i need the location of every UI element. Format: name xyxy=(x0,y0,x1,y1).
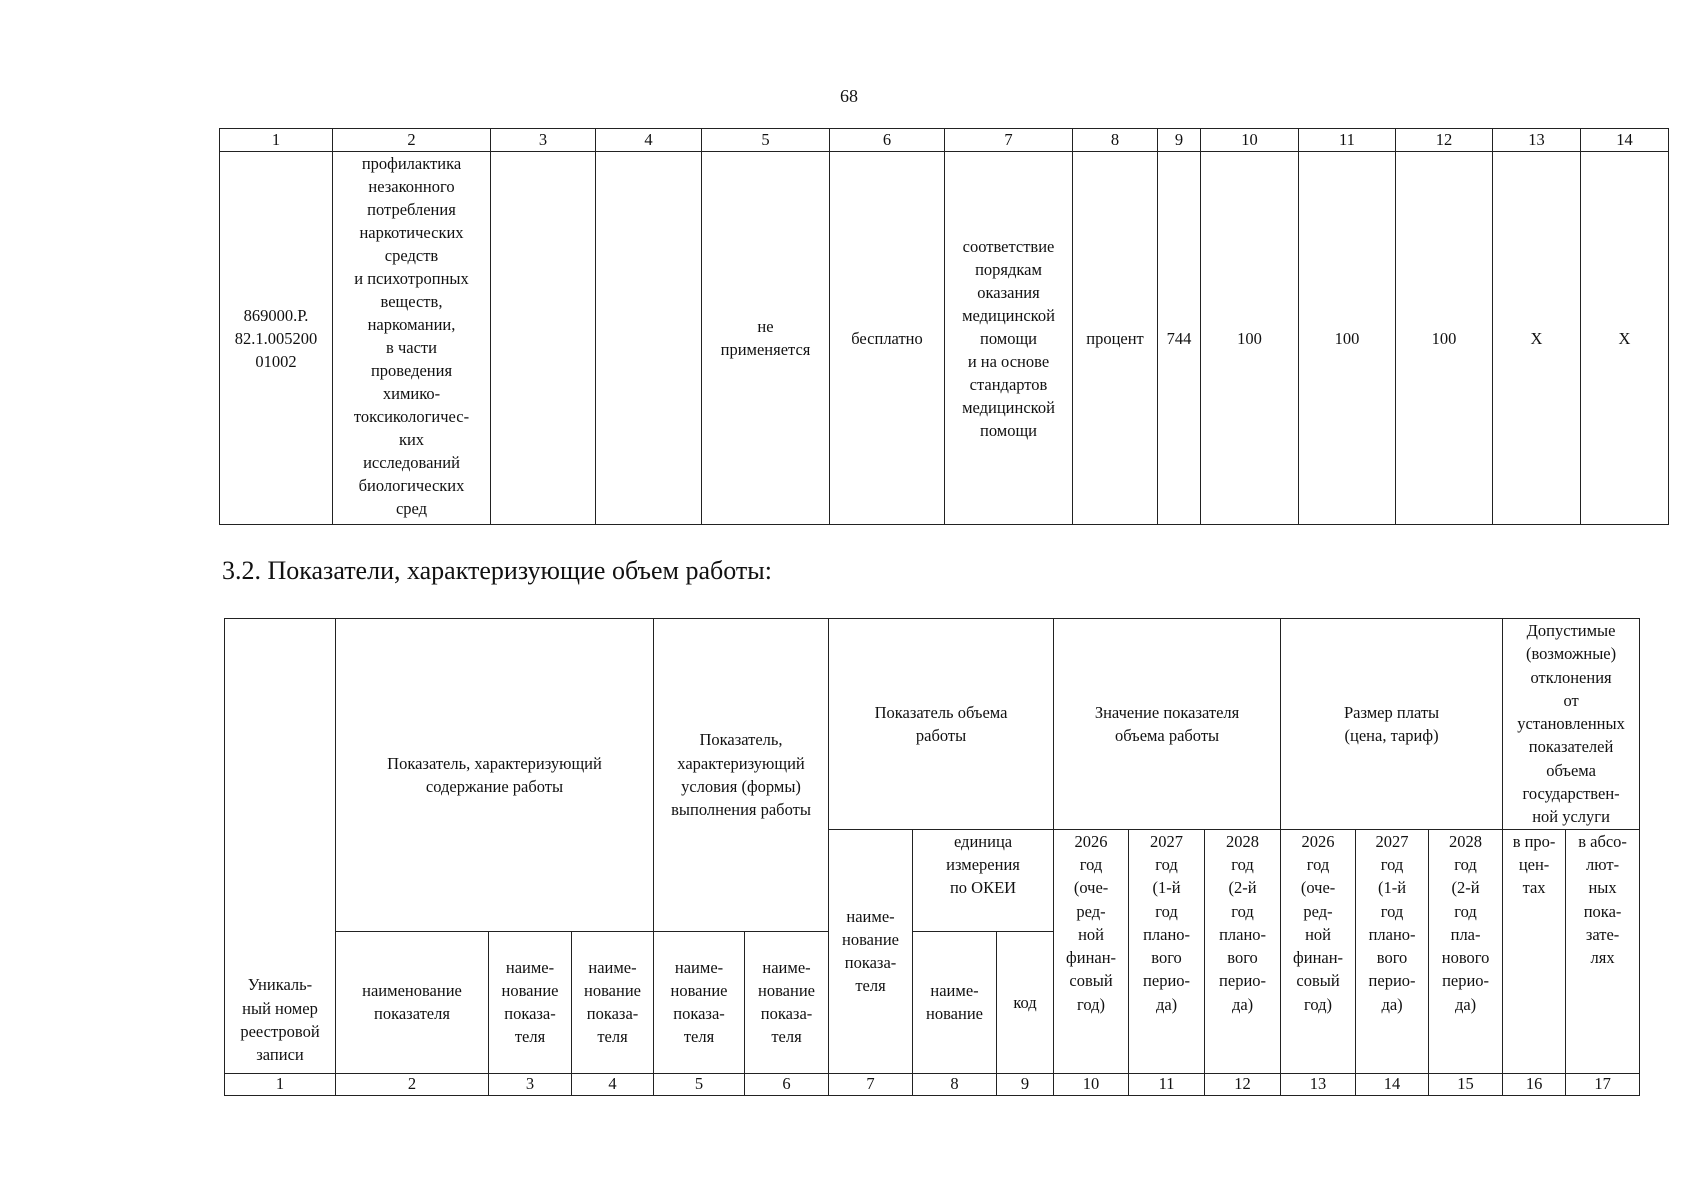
unit-code-cell: 744 xyxy=(1158,152,1201,525)
table-cell: бесплатно xyxy=(830,152,945,525)
fee-group-header: Размер платы (цена, тариф) xyxy=(1281,619,1503,830)
column-number: 15 xyxy=(1429,1073,1503,1095)
column-number: 1 xyxy=(220,129,333,152)
value-2026-header: 2026 год (оче- ред- ной финан- совый год) xyxy=(1054,829,1129,1073)
value-2027-header: 2027 год (1-й год плано- вого перио- да) xyxy=(1129,829,1205,1073)
content-indicator-name-header: наиме- нование показа- теля xyxy=(489,931,572,1073)
column-number: 12 xyxy=(1205,1073,1281,1095)
table-cell: не применяется xyxy=(702,152,830,525)
unit-okei-header: единица измерения по ОКЕИ xyxy=(913,829,1054,931)
content-indicator-name-header: наиме- нование показа- теля xyxy=(572,931,654,1073)
deviation-cell: Х xyxy=(1493,152,1581,525)
column-number: 3 xyxy=(489,1073,572,1095)
column-number: 4 xyxy=(596,129,702,152)
deviation-cell: Х xyxy=(1581,152,1669,525)
column-number: 10 xyxy=(1054,1073,1129,1095)
column-number: 2 xyxy=(336,1073,489,1095)
column-number: 10 xyxy=(1201,129,1299,152)
column-number: 4 xyxy=(572,1073,654,1095)
unit-name-cell: процент xyxy=(1073,152,1158,525)
registry-number-cell: 869000.Р. 82.1.005200 01002 xyxy=(220,152,333,525)
fee-2027-header: 2027 год (1-й год плано- вого перио- да) xyxy=(1356,829,1429,1073)
column-number: 16 xyxy=(1503,1073,1566,1095)
column-number: 8 xyxy=(1073,129,1158,152)
volume-group-header: Показатель объема работы xyxy=(829,619,1054,830)
column-number: 6 xyxy=(830,129,945,152)
column-number: 11 xyxy=(1129,1073,1205,1095)
column-number: 3 xyxy=(491,129,596,152)
deviation-absolute-header: в абсо- лют- ных пока- зате- лях xyxy=(1566,829,1640,1073)
column-number: 2 xyxy=(333,129,491,152)
column-number: 17 xyxy=(1566,1073,1640,1095)
value-cell: 100 xyxy=(1299,152,1396,525)
table1-header-row xyxy=(220,129,1669,152)
table-cell xyxy=(491,152,596,525)
fee-2026-header: 2026 год (оче- ред- ной финан- совый год) xyxy=(1281,829,1356,1073)
work-volume-table xyxy=(224,618,1640,1096)
column-number: 9 xyxy=(997,1073,1054,1095)
table-cell xyxy=(596,152,702,525)
column-number: 8 xyxy=(913,1073,997,1095)
column-number: 1 xyxy=(225,1073,336,1095)
deviation-group-header: Допустимые (возможные) отклонения от установленных показателей объема государствен- ной услуги xyxy=(1503,619,1640,830)
unique-number-header: Уникаль- ный номер реестровой записи xyxy=(225,619,336,1074)
volume-indicator-name-header: наиме- нование показа- теля xyxy=(829,829,913,1073)
column-number: 14 xyxy=(1581,129,1669,152)
table2-header-row-1 xyxy=(225,619,1640,830)
work-content-cell: профилактика незаконного потребления наркотических средств и психотропных веществ, наркомании, в части проведения химико- токсикологичес- ких исследований биологических сред xyxy=(333,152,491,525)
value-cell: 100 xyxy=(1396,152,1493,525)
condition-indicator-name-header: наиме- нование показа- теля xyxy=(654,931,745,1073)
quality-indicator-cell: соответствие порядкам оказания медицинской помощи и на основе стандартов медицинской помощи xyxy=(945,152,1073,525)
content-indicator-name-header: наименование показателя xyxy=(336,931,489,1073)
continuation-table xyxy=(219,128,1669,525)
table2-number-row xyxy=(225,1073,1640,1095)
condition-indicator-name-header: наиме- нование показа- теля xyxy=(745,931,829,1073)
value-group-header: Значение показателя объема работы xyxy=(1054,619,1281,830)
unit-code-header: код xyxy=(997,931,1054,1073)
page-number: 68 xyxy=(840,86,858,106)
column-number: 6 xyxy=(745,1073,829,1095)
fee-2028-header: 2028 год (2-й год пла- нового перио- да) xyxy=(1429,829,1503,1073)
column-number: 7 xyxy=(829,1073,913,1095)
column-number: 11 xyxy=(1299,129,1396,152)
column-number: 12 xyxy=(1396,129,1493,152)
column-number: 13 xyxy=(1281,1073,1356,1095)
deviation-percent-header: в про- цен- тах xyxy=(1503,829,1566,1073)
column-number: 7 xyxy=(945,129,1073,152)
column-number: 5 xyxy=(702,129,830,152)
conditions-group-header: Показатель, характеризующий условия (формы) выполнения работы xyxy=(654,619,829,932)
section-title: 3.2. Показатели, характеризующие объем работы: xyxy=(222,556,772,585)
column-number: 9 xyxy=(1158,129,1201,152)
value-cell: 100 xyxy=(1201,152,1299,525)
value-2028-header: 2028 год (2-й год плано- вого перио- да) xyxy=(1205,829,1281,1073)
column-number: 13 xyxy=(1493,129,1581,152)
table-row xyxy=(220,152,1669,525)
content-group-header: Показатель, характеризующий содержание работы xyxy=(336,619,654,932)
column-number: 14 xyxy=(1356,1073,1429,1095)
column-number: 5 xyxy=(654,1073,745,1095)
unit-name-header: наиме- нование xyxy=(913,931,997,1073)
